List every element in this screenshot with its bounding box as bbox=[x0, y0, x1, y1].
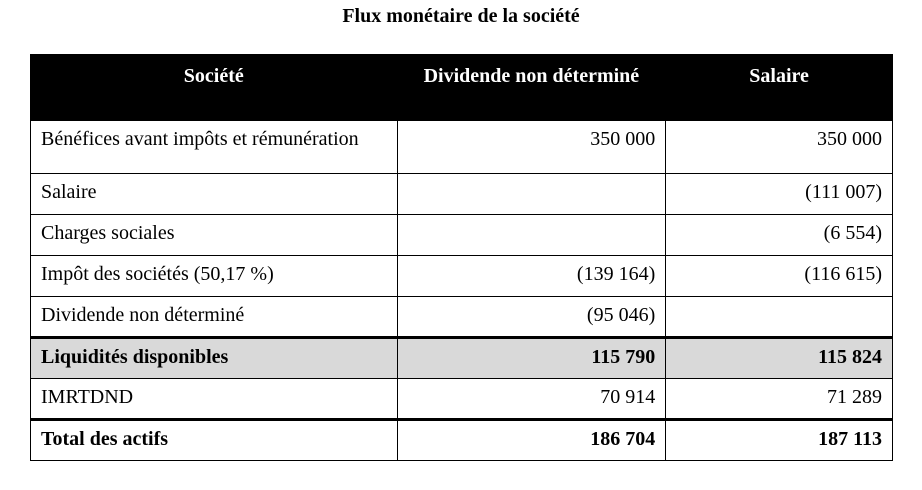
row-label: Impôt des sociétés (50,17 %) bbox=[31, 256, 398, 297]
dividende-value: (95 046) bbox=[397, 297, 666, 338]
row-label: Total des actifs bbox=[31, 420, 398, 461]
dividende-value: 186 704 bbox=[397, 420, 666, 461]
table-row bbox=[31, 174, 893, 215]
table-row bbox=[31, 297, 893, 338]
salaire-value: 187 113 bbox=[666, 420, 893, 461]
row-label: Liquidités disponibles bbox=[31, 338, 398, 379]
row-label: IMRTDND bbox=[31, 379, 398, 420]
row-label: Salaire bbox=[31, 174, 398, 215]
row-label: Dividende non déterminé bbox=[31, 297, 398, 338]
salaire-value: (111 007) bbox=[666, 174, 893, 215]
dividende-value bbox=[397, 215, 666, 256]
salaire-value: (6 554) bbox=[666, 215, 893, 256]
table-title: Flux monétaire de la société bbox=[342, 5, 580, 27]
salaire-value: 71 289 bbox=[666, 379, 893, 420]
dividende-value: 115 790 bbox=[397, 338, 666, 379]
row-label: Charges sociales bbox=[31, 215, 398, 256]
dividende-value bbox=[397, 174, 666, 215]
header-salaire: Salaire bbox=[666, 55, 893, 121]
dividende-value: 70 914 bbox=[397, 379, 666, 420]
salaire-value: 115 824 bbox=[666, 338, 893, 379]
header-row bbox=[31, 55, 893, 121]
salaire-value: 350 000 bbox=[666, 121, 893, 174]
table-row bbox=[31, 121, 893, 174]
salaire-value bbox=[666, 297, 893, 338]
table-row bbox=[31, 215, 893, 256]
salaire-value: (116 615) bbox=[666, 256, 893, 297]
total-row bbox=[31, 420, 893, 461]
row-label: Bénéfices avant impôts et rémunération bbox=[31, 121, 398, 174]
header-dividende: Dividende non déterminé bbox=[397, 55, 666, 121]
cash-flow-table bbox=[30, 54, 893, 461]
header-societe: Société bbox=[31, 55, 398, 121]
dividende-value: 350 000 bbox=[397, 121, 666, 174]
subtotal-row bbox=[31, 338, 893, 379]
table-row bbox=[31, 256, 893, 297]
table-row bbox=[31, 379, 893, 420]
dividende-value: (139 164) bbox=[397, 256, 666, 297]
